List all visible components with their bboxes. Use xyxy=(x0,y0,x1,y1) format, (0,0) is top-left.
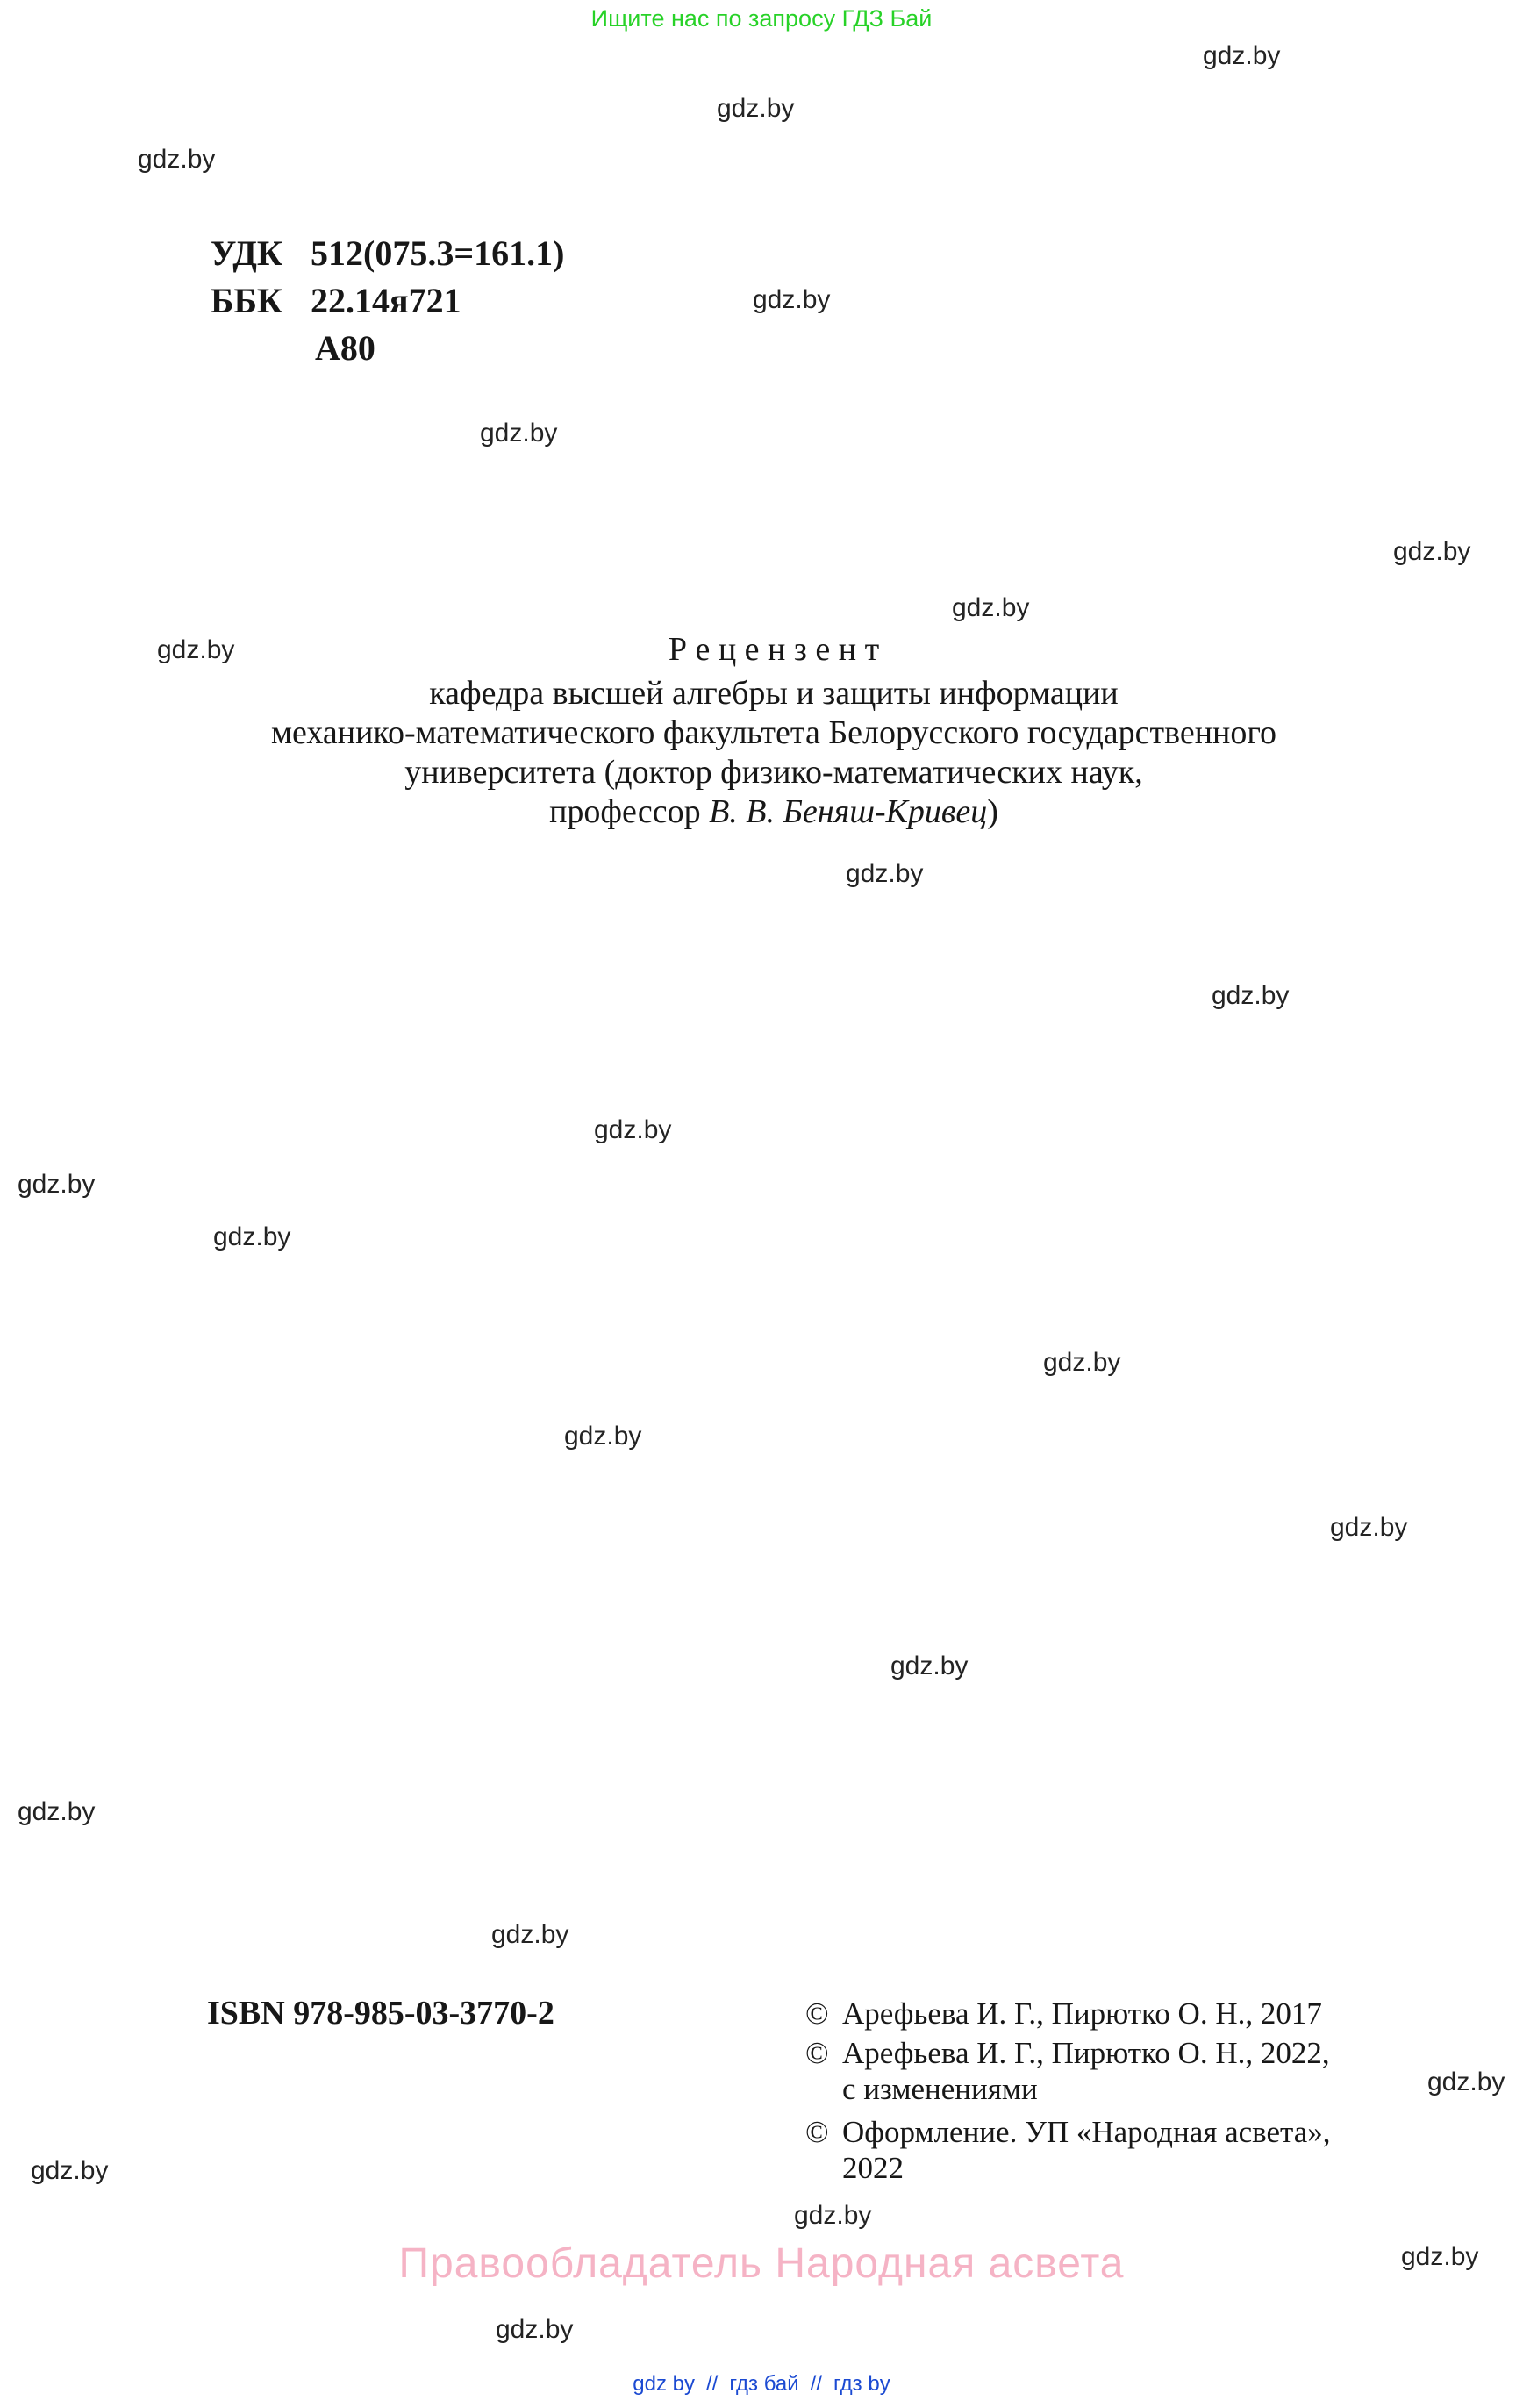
footer-link-gdz-bai[interactable]: гдз бай xyxy=(729,2372,799,2396)
copyright-block xyxy=(805,1996,1402,2186)
copyright-entry-text xyxy=(842,2035,1402,2107)
watermark: gdz.by xyxy=(846,859,924,888)
reviewer-block xyxy=(204,630,1344,832)
watermark: gdz.by xyxy=(18,1170,96,1199)
isbn: ISBN 978-985-03-3770-2 xyxy=(207,1995,554,2032)
watermark: gdz.by xyxy=(794,2201,872,2230)
classification-block xyxy=(211,230,564,372)
reviewer-line-4 xyxy=(204,792,1344,832)
reviewer-heading: Р е ц е н з е н т xyxy=(668,631,880,668)
watermark: gdz.by xyxy=(1330,1513,1408,1542)
copyright-entry-line: Оформление. УП «Народная асвета», xyxy=(842,2115,1331,2149)
footer-link-gdz-by-2[interactable]: гдз by xyxy=(833,2372,890,2396)
watermark: gdz.by xyxy=(1043,1348,1121,1377)
copyright-symbol: © xyxy=(805,1996,829,2031)
udk-value: 512(075.3=161.1) xyxy=(311,233,565,273)
copyright-symbol: © xyxy=(805,2115,829,2149)
copyright-entry-line: 2022 xyxy=(842,2151,904,2185)
reviewer-line-3: университета (доктор физико-математических наук, xyxy=(404,754,1143,791)
watermark: gdz.by xyxy=(1393,537,1471,566)
link-separator: // xyxy=(810,2372,822,2396)
footer-links xyxy=(0,2371,1523,2397)
watermark: gdz.by xyxy=(594,1115,672,1144)
watermark: gdz.by xyxy=(138,145,216,174)
watermark: gdz.by xyxy=(890,1652,969,1681)
author-mark: А80 xyxy=(315,328,375,368)
udk-row xyxy=(211,230,564,277)
reviewer-line-4-suffix: ) xyxy=(987,793,998,830)
promo-banner: Ищите нас по запросу ГДЗ Бай xyxy=(590,5,933,32)
watermark: gdz.by xyxy=(1401,2242,1479,2271)
link-separator: // xyxy=(706,2372,719,2396)
watermark: gdz.by xyxy=(491,1920,569,1949)
copyright-entry xyxy=(805,2114,1402,2186)
reviewer-name-italic: В. В. Беняш-Кривец xyxy=(709,793,988,830)
author-mark-row xyxy=(211,325,564,372)
watermark: gdz.by xyxy=(496,2315,574,2344)
copyright-entry xyxy=(805,2035,1402,2107)
bbk-value: 22.14я721 xyxy=(311,281,461,320)
watermark: gdz.by xyxy=(213,1222,291,1251)
watermark: gdz.by xyxy=(157,635,235,664)
copyright-entry xyxy=(805,1996,1402,2032)
copyright-entry-line: с изменениями xyxy=(842,2072,1038,2106)
reviewer-line-2: механико-математического факультета Белорусского государственного xyxy=(270,714,1277,751)
copyright-entry-text xyxy=(842,2114,1402,2186)
bbk-label: ББК xyxy=(211,281,282,320)
watermark: gdz.by xyxy=(564,1422,642,1451)
watermark: gdz.by xyxy=(952,593,1030,622)
copyright-entry-line: Арефьева И. Г., Пирютко О. Н., 2022, xyxy=(842,2036,1330,2070)
rights-owner: Правообладатель Народная асвета xyxy=(398,2240,1125,2287)
reviewer-line-4-prefix: профессор xyxy=(549,793,710,830)
watermark: gdz.by xyxy=(18,1797,96,1826)
footer-link-gdz-by[interactable]: gdz by xyxy=(633,2372,695,2396)
copyright-symbol: © xyxy=(805,2036,829,2070)
watermark: gdz.by xyxy=(1203,41,1281,70)
reviewer-line-1: кафедра высшей алгебры и защиты информации xyxy=(429,675,1119,712)
udk-label: УДК xyxy=(211,233,282,273)
watermark: gdz.by xyxy=(717,94,795,123)
watermark: gdz.by xyxy=(31,2156,109,2185)
watermark: gdz.by xyxy=(753,285,831,314)
watermark: gdz.by xyxy=(1427,2068,1505,2096)
copyright-entry-text: Арефьева И. Г., Пирютко О. Н., 2017 xyxy=(842,1996,1322,2031)
watermark: gdz.by xyxy=(480,419,558,448)
bbk-row xyxy=(211,277,564,325)
watermark: gdz.by xyxy=(1212,981,1290,1010)
